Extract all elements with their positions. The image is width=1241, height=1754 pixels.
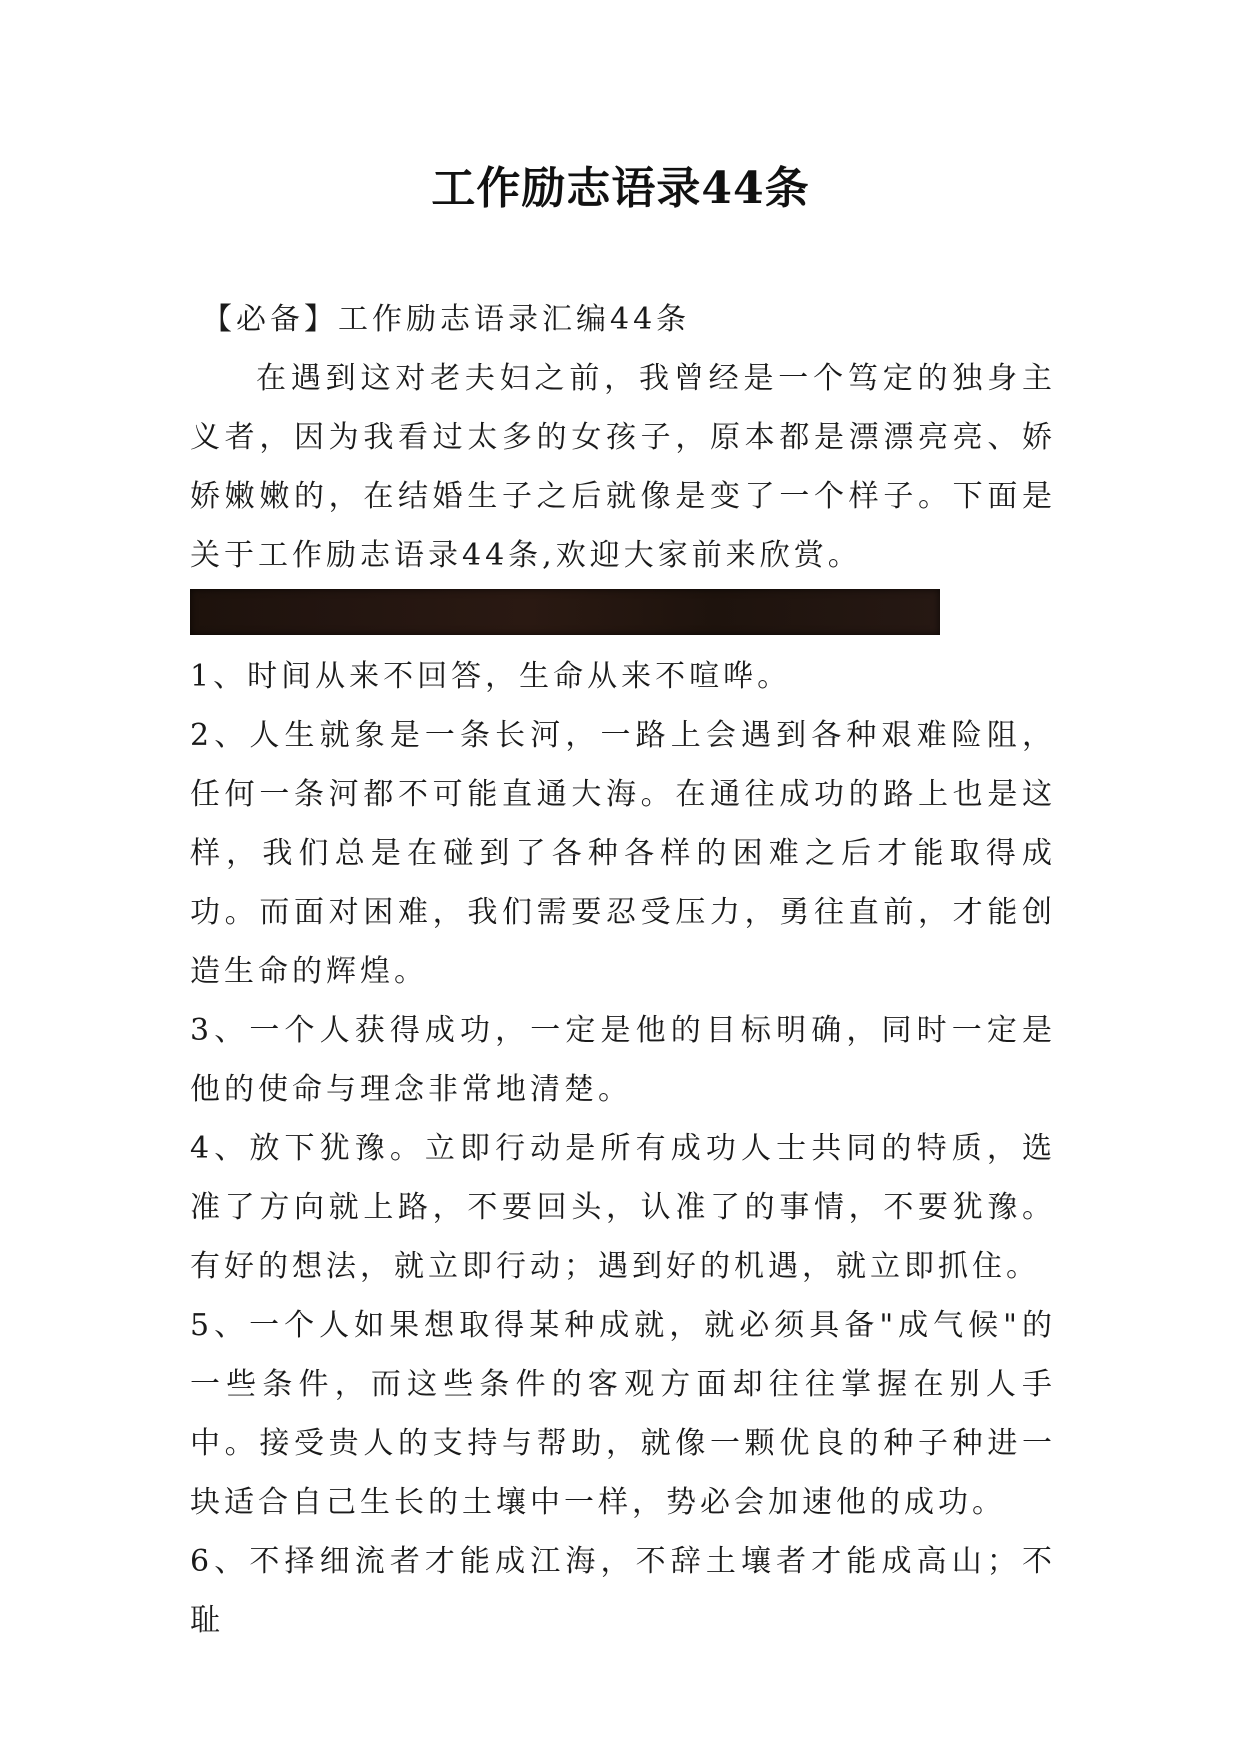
- quote-item: 6、不择细流者才能成江海，不辞土壤者才能成高山；不耻: [190, 1544, 1056, 1638]
- quote-item: 2、人生就象是一条长河，一路上会遇到各种艰难险阻，任何一条河都不可能直通大海。在通往成功的路上也是这样，我们总是在碰到了各种各样的困难之后才能取得成功。而面对困难，我们需要忍受压力，勇往直前，才能创造生命的辉煌。: [190, 718, 1056, 989]
- quote-item: 3、一个人获得成功，一定是他的目标明确，同时一定是他的使命与理念非常地清楚。: [190, 1013, 1056, 1107]
- quote-item: 5、一个人如果想取得某种成就，就必须具备"成气候"的一些条件，而这些条件的客观方面却往往掌握在别人手中。接受贵人的支持与帮助，就像一颗优良的种子种进一块适合自己生长的土壤中一样，势必会加速他的成功。: [190, 1308, 1056, 1520]
- quote-item: 4、放下犹豫。立即行动是所有成功人士共同的特质，选准了方向就上路，不要回头，认准了的事情，不要犹豫。有好的想法，就立即行动；遇到好的机遇，就立即抓住。: [190, 1131, 1056, 1284]
- dark-image-band: [190, 589, 940, 635]
- document-title: 工作励志语录44条: [431, 163, 810, 214]
- intro-paragraph: 在遇到这对老夫妇之前，我曾经是一个笃定的独身主义者，因为我看过太多的女孩子，原本都是漂漂亮亮、娇娇嫩嫩的，在结婚生子之后就像是变了一个样子。下面是关于工作励志语录44条,欢迎大家前来欣赏。: [190, 361, 1056, 573]
- quote-item: 1、时间从来不回答，生命从来不喧哗。: [190, 659, 792, 694]
- document-subtitle: 【必备】工作励志语录汇编44条: [202, 302, 691, 337]
- document-body: [190, 290, 1056, 1650]
